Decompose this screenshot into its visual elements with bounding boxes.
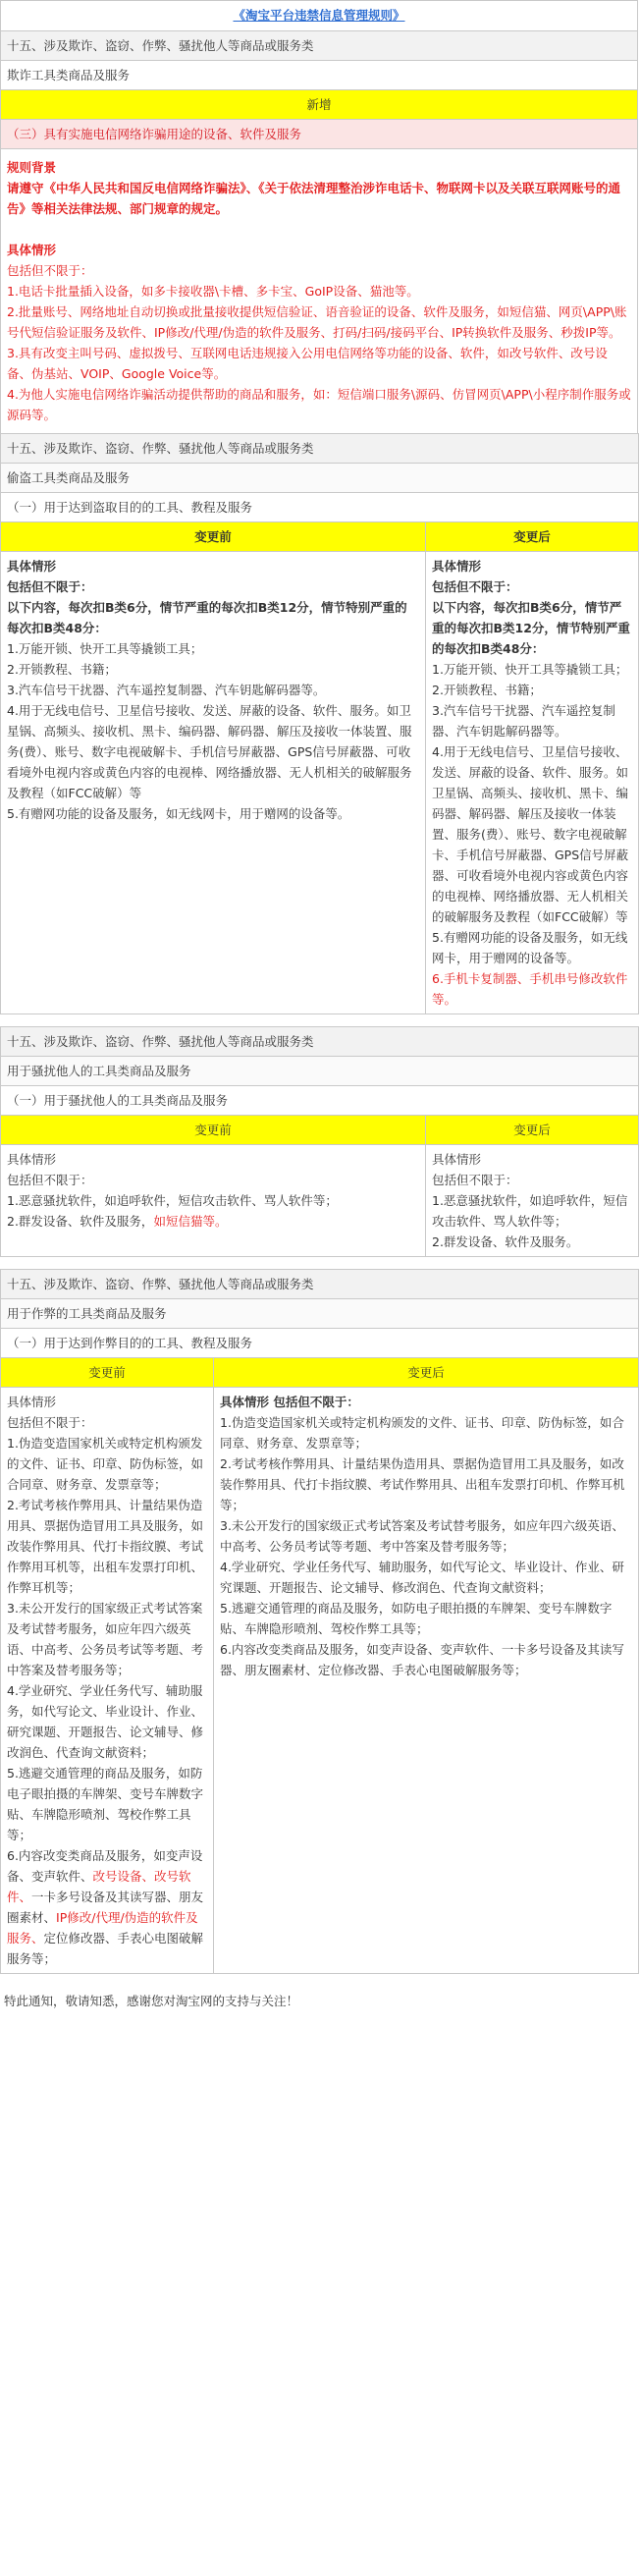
after-content	[426, 1145, 639, 1257]
case-item: 1.万能开锁、快开工具等撬锁工具；	[432, 662, 628, 677]
section-subtitle-2: （一）用于骚扰他人的工具类商品及服务	[1, 1086, 639, 1116]
case-item: 1.万能开锁、快开工具等撬锁工具；	[7, 641, 203, 656]
after-header: 变更后	[426, 1116, 639, 1145]
case-item: 4.为他人实施电信网络诈骗活动提供帮助的商品和服务，如：短信端口服务\源码、仿冒网页\APP\小程序制作服务或源码等。	[7, 387, 631, 422]
section-subtitle-2: （一）用于达到盗取目的的工具、教程及服务	[1, 493, 639, 522]
cases-title: 具体情形	[7, 559, 57, 574]
section-title: 十五、涉及欺诈、盗窃、作弊、骚扰他人等商品或服务类	[1, 434, 639, 464]
section-subtitle: 欺诈工具类商品及服务	[1, 61, 638, 90]
case-item: 2.批量账号、网络地址自动切换或批量接收提供短信验证、语音验证的设备、软件及服务，如短信猫、网页\APP\账号代短信验证服务及软件、IP修改/代理/伪造的软件及服务、打码/扫码/接码平台、IP转换软件及服务、秒拨IP等。	[7, 304, 627, 340]
after-header: 变更后	[426, 522, 639, 552]
case-item: 2.考试考核作弊用具、计量结果伪造用具、票据伪造冒用工具及服务，如改装作弊用具、代打卡指纹膜、考试作弊用耳机等，出租车发票打印机、作弊耳机等；	[7, 1498, 204, 1595]
cases-intro: 包括但不限于：	[7, 263, 93, 278]
after-content	[214, 1388, 639, 1974]
case-item: 3.未公开发行的国家级正式考试答案及考试替考服务，如应年四六级英语、中高考、公务员考试等考题、考中答案及替考服务等；	[220, 1518, 624, 1554]
cases-intro: 包括但不限于：	[7, 1415, 93, 1430]
case-item: 4.用于无线电信号、卫星信号接收、发送、屏蔽的设备、软件、服务。如卫星锅、高频头、接收机、黑卡、编码器、解码器、解压及接收一体装置、服务(费）、账号、数字电视破解卡、手机信号屏蔽器、GPS信号屏蔽器、可收看境外电视内容或黄色内容的电视棒、网络播放器、无人机相关的破解服务及教程（如FCC破解）等	[432, 744, 629, 924]
section-subtitle-2: （一）用于达到作弊目的的工具、教程及服务	[1, 1329, 639, 1358]
cheating-tools-table	[0, 1269, 639, 1974]
case-item: 4.用于无线电信号、卫星信号接收、发送、屏蔽的设备、软件、服务。如卫星锅、高频头、接收机、黑卡、编码器、解码器、解压及接收一体装置、服务(费）、账号、数字电视破解卡、手机信号屏蔽器、GPS信号屏蔽器、可收看境外电视内容或黄色内容的电视棒、网络播放器、无人机相关的破解服务及教程（如FCC破解）等	[7, 703, 412, 800]
pink-subtitle: （三）具有实施电信网络诈骗用途的设备、软件及服务	[1, 120, 638, 149]
cases-title: 具体情形 包括但不限于：	[220, 1395, 359, 1409]
before-header: 变更前	[1, 1358, 214, 1388]
case-item: 1.电话卡批量插入设备，如多卡接收器\卡槽、多卡宝、GoIP设备、猫池等。	[7, 284, 419, 299]
case-item: 1.伪造变造国家机关或特定机构颁发的文件、证书、印章、防伪标签，如合同章、财务章、发票章等；	[220, 1415, 624, 1451]
closing-notice: 特此通知，敬请知悉，感谢您对淘宝网的支持与关注！	[4, 1994, 299, 2008]
after-header: 变更后	[214, 1358, 639, 1388]
penalty-text: 以下内容，每次扣B类6分，情节严重的每次扣B类12分，情节特别严重的每次扣B类48分：	[432, 600, 630, 656]
case-item: 5.有赠网功能的设备及服务，如无线网卡，用于赠网的设备等。	[7, 806, 350, 821]
before-header: 变更前	[1, 522, 426, 552]
case-item: 2.开锁教程、书籍；	[7, 662, 117, 677]
background-title: 规则背景	[7, 160, 57, 175]
after-content	[426, 552, 639, 1014]
before-content	[1, 1145, 426, 1257]
section-title: 十五、涉及欺诈、盗窃、作弊、骚扰他人等商品或服务类	[1, 1027, 639, 1057]
case-item: 3.未公开发行的国家级正式考试答案及考试替考服务，如应年四六级英语、中高考、公务员考试等考题、考中答案及替考服务等；	[7, 1601, 204, 1677]
cases-title: 具体情形	[7, 1152, 57, 1167]
case-item: 1.伪造变造国家机关或特定机构颁发的文件、证书、印章、防伪标签，如合同章、财务章、发票章等；	[7, 1436, 204, 1492]
case-item: 1.恶意骚扰软件，如追呼软件，短信攻击软件、骂人软件等；	[432, 1193, 628, 1229]
case-item: 2.群发设备、软件及服务。	[432, 1234, 579, 1249]
case-item: 4.学业研究、学业任务代写、辅助服务，如代写论文、毕业设计、作业、研究课题、开题报告、论文辅导、修改润色、代查询文献资料；	[220, 1560, 624, 1595]
case-item: 1.恶意骚扰软件，如追呼软件，短信攻击软件、骂人软件等；	[7, 1193, 338, 1208]
cases-title: 具体情形	[7, 243, 57, 257]
case-item: 5.有赠网功能的设备及服务，如无线网卡，用于赠网的设备等。	[432, 930, 628, 965]
section-title: 十五、涉及欺诈、盗窃、作弊、骚扰他人等商品或服务类	[1, 31, 638, 61]
added-item: 6.手机卡复制器、手机串号修改软件等。	[432, 971, 628, 1007]
harassment-tools-table	[0, 1026, 639, 1257]
section-title: 十五、涉及欺诈、盗窃、作弊、骚扰他人等商品或服务类	[1, 1270, 639, 1299]
theft-tools-table	[0, 433, 639, 1014]
case-item: 2.考试考核作弊用具、计量结果伪造用具、票据伪造冒用工具及服务，如改装作弊用具、代打卡指纹膜、考试作弊用具、出租车发票打印机、作弊耳机等；	[220, 1456, 625, 1512]
new-banner: 新增	[1, 90, 638, 120]
penalty-text: 以下内容，每次扣B类6分，情节严重的每次扣B类12分，情节特别严重的每次扣B类48分：	[7, 600, 407, 635]
cases-intro: 包括但不限于：	[7, 1173, 93, 1187]
case-item: 2.群发设备、软件及服务，如短信猫等。	[7, 1214, 228, 1229]
cases-intro: 包括但不限于：	[432, 1173, 518, 1187]
before-content	[1, 552, 426, 1014]
case-item: 2.开锁教程、书籍；	[432, 683, 542, 697]
cases-intro: 包括但不限于：	[7, 579, 93, 594]
cases-intro: 包括但不限于：	[432, 579, 518, 594]
rule-link[interactable]: 《淘宝平台违禁信息管理规则》	[1, 1, 638, 31]
background-text: 请遵守《中华人民共和国反电信网络诈骗法》、《关于依法清理整治涉诈电话卡、物联网卡以及关联互联网账号的通告》等相关法律法规、部门规章的规定。	[7, 181, 621, 216]
cases-title: 具体情形	[432, 559, 482, 574]
case-item: 3.汽车信号干扰器、汽车遥控复制器、汽车钥匙解码器等。	[7, 683, 326, 697]
case-item: 5.逃避交通管理的商品及服务，如防电子眼拍摄的车牌架、变号车牌数字贴、车牌隐形喷剂、驾校作弊工具等；	[220, 1601, 613, 1636]
section-subtitle: 用于作弊的工具类商品及服务	[1, 1299, 639, 1329]
before-content	[1, 1388, 214, 1974]
removed-text: 如短信猫等。	[153, 1214, 228, 1229]
removed-text: IP修改/代理/伪造的软件及服务、	[7, 1910, 198, 1946]
section-subtitle: 偷盗工具类商品及服务	[1, 464, 639, 493]
section-subtitle: 用于骚扰他人的工具类商品及服务	[1, 1057, 639, 1086]
case-item: 6.内容改变类商品及服务，如变声设备、变声软件、一卡多号设备及其读写器、朋友圈素材、定位修改器、手表心电图破解服务等；	[220, 1642, 624, 1677]
case-item: 5.逃避交通管理的商品及服务，如防电子眼拍摄的车牌架、变号车牌数字贴、车牌隐形喷剂、驾校作弊工具等；	[7, 1766, 204, 1842]
before-header: 变更前	[1, 1116, 426, 1145]
cases-title: 具体情形	[432, 1152, 482, 1167]
removed-text: 改号设备、改号软件、	[7, 1869, 191, 1904]
new-rule-body	[1, 149, 638, 434]
case-item: 3.汽车信号干扰器、汽车遥控复制器、汽车钥匙解码器等。	[432, 703, 615, 739]
cases-title: 具体情形	[7, 1395, 57, 1409]
new-rule-table	[0, 0, 638, 434]
case-item: 4.学业研究、学业任务代写、辅助服务，如代写论文、毕业设计、作业、研究课题、开题报告、论文辅导、修改润色、代查询文献资料；	[7, 1683, 204, 1760]
case-item: 6.内容改变类商品及服务，如变声设备、变声软件、改号设备、改号软件、一卡多号设备及其读写器、朋友圈素材、IP修改/代理/伪造的软件及服务、定位修改器、手表心电图破解服务等；	[7, 1848, 204, 1966]
case-item: 3.具有改变主叫号码、虚拟拨号、互联网电话违规接入公用电信网络等功能的设备、软件，如改号软件、改号设备、伪基站、VOIP、Google Voice等。	[7, 346, 608, 381]
